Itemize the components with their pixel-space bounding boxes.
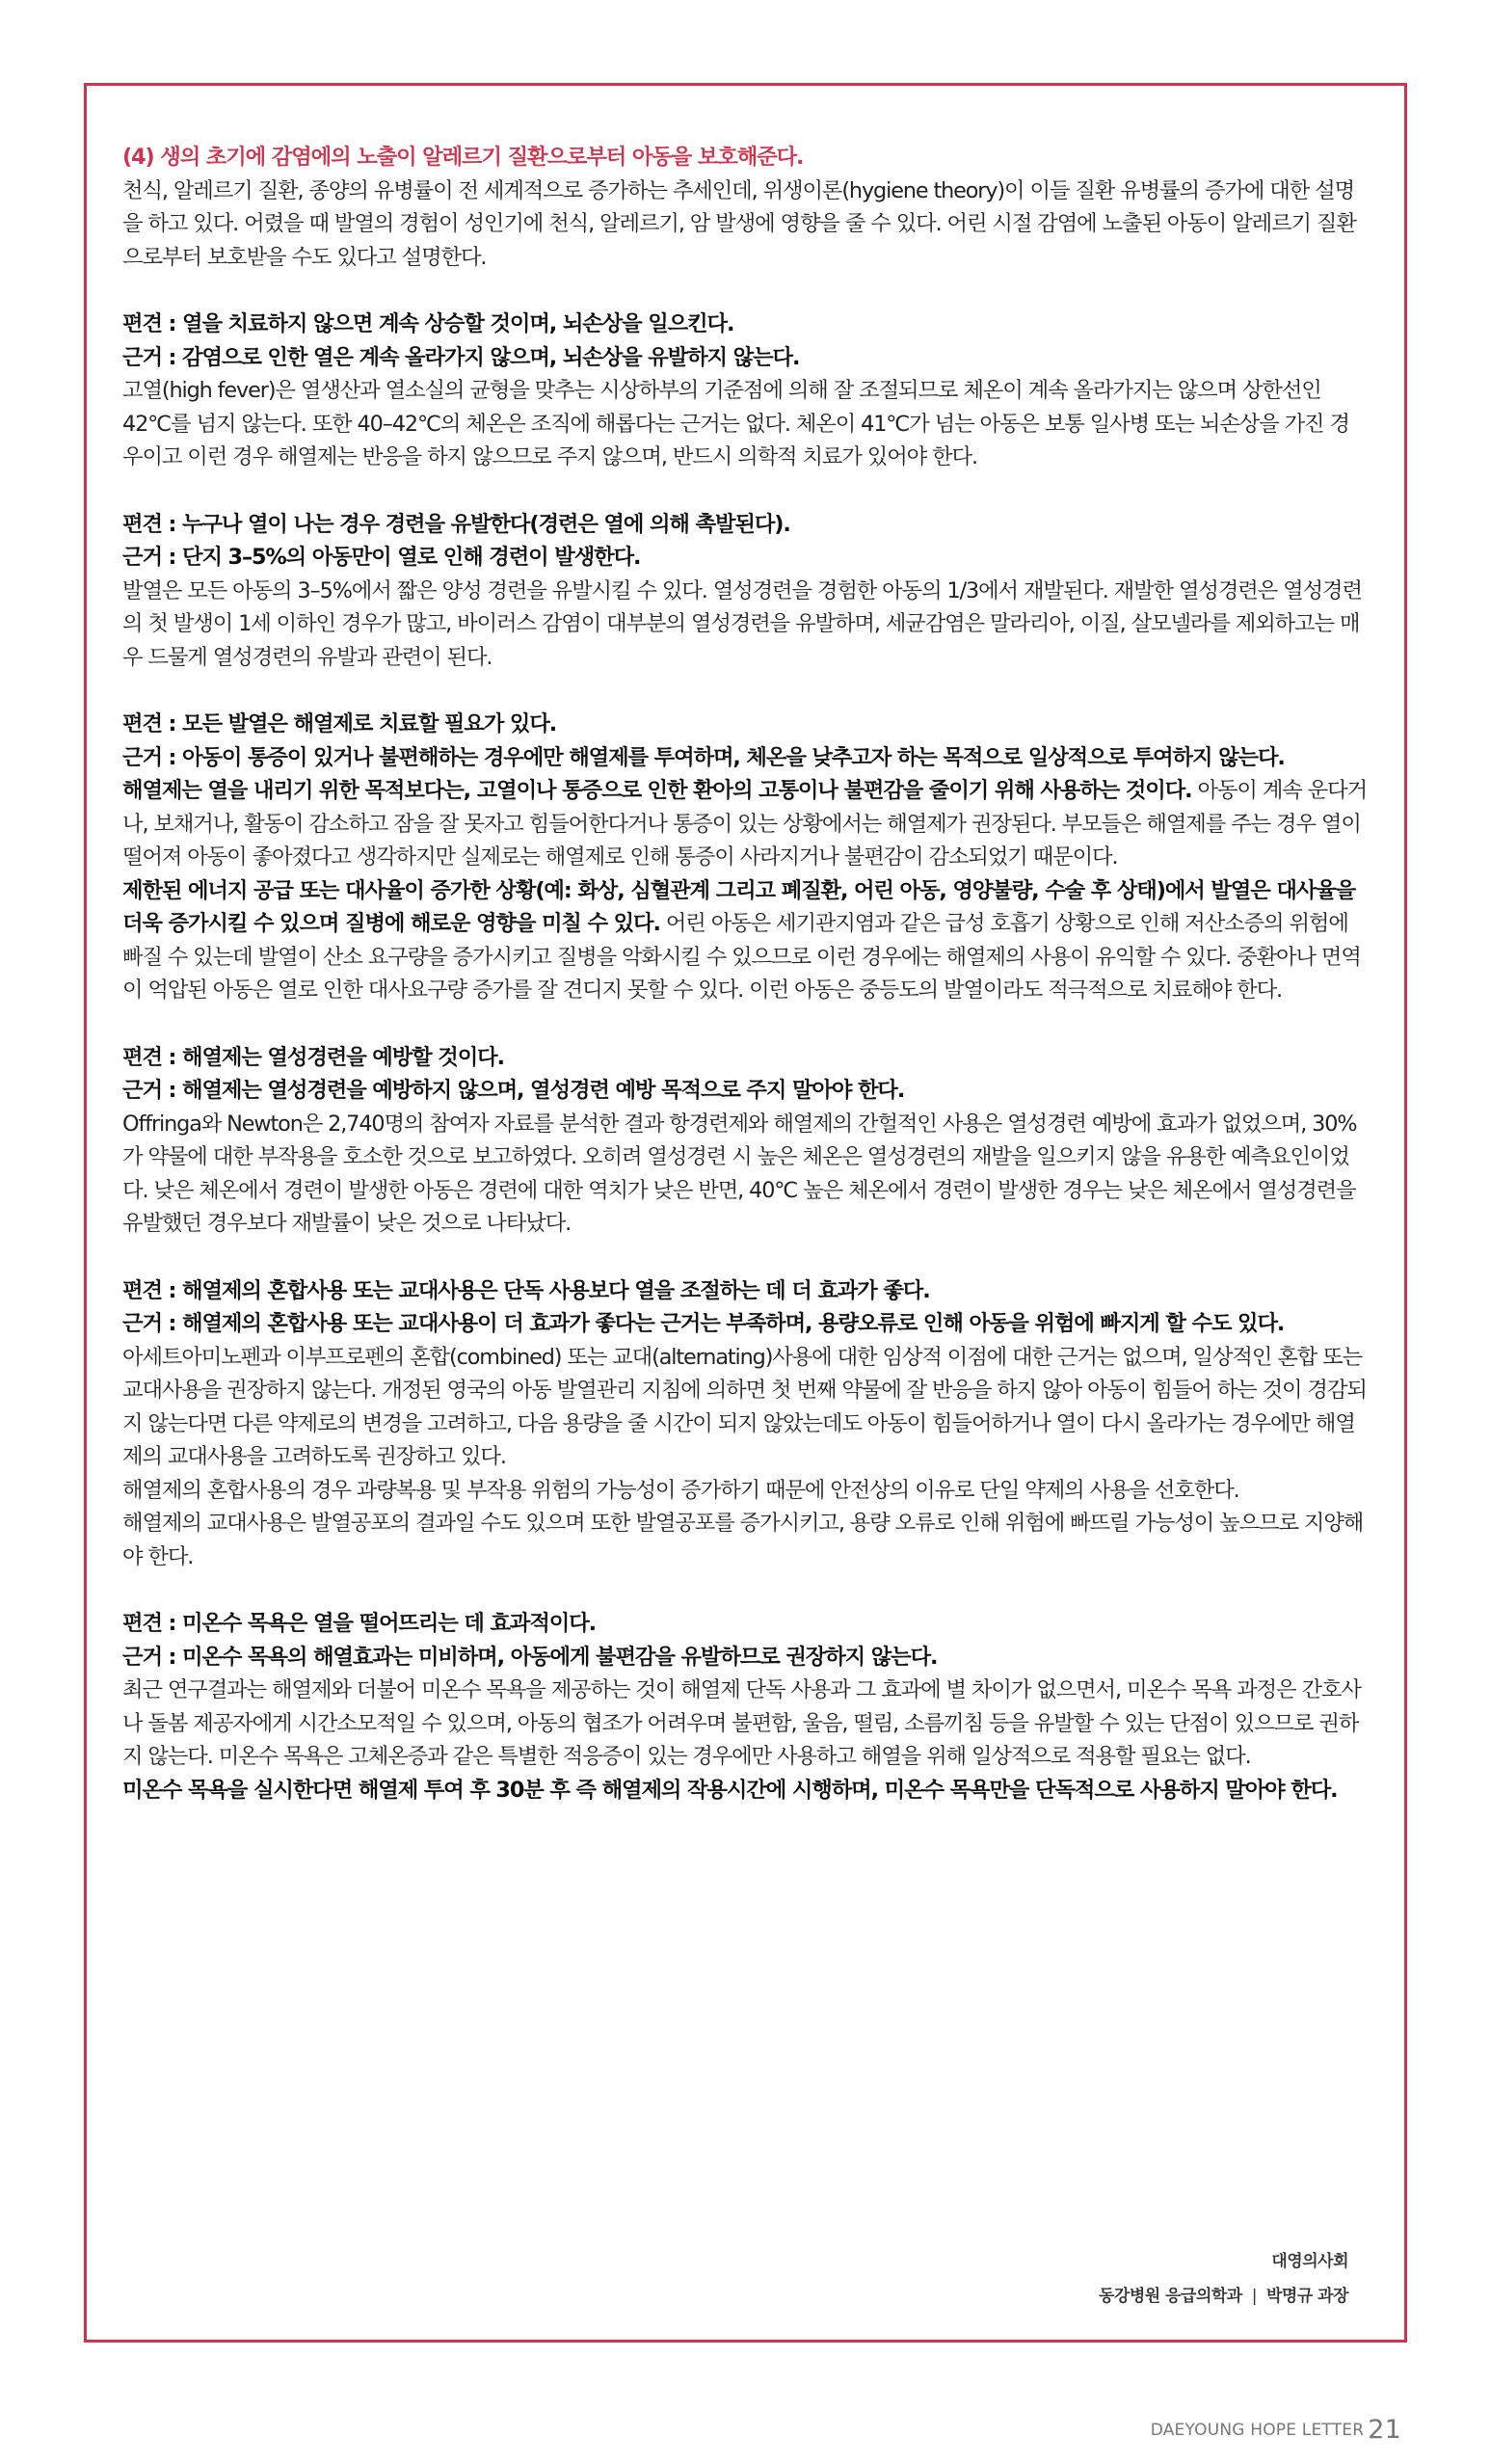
separator: | xyxy=(1251,2287,1257,2306)
page-number: 21 xyxy=(1368,2415,1401,2445)
publication-name: DAEYOUNG HOPE LETTER xyxy=(1150,2421,1365,2440)
emphasis-paragraph: 미온수 목욕을 실시한다면 해열제 투여 후 30분 후 즉 해열제의 작용시간에 시행하며, 미온수 목욕만을 단독적으로 사용하지 말아야 한다. xyxy=(122,1777,1338,1803)
body-text: 어린 아동은 세기관지염과 같은 급성 호흡기 상황으로 인해 저산소증의 위험에 빠질 수 있는데 발열이 산소 요구량을 증가시키고 질병을 악화시킬 수 있으므로 이런 경우에는 해열제의 사용이 유익할 수 있다. 중환아나 면역이 억압된 아동은 열로 인한 대사요구량 증가를 잘 견디지 못할 수 있다. 이런 아동은 중등도의 발열이라도 적극적으로 치료해야 한다. xyxy=(122,911,1361,1003)
evidence-statement: 근거 : 해열제는 열성경련을 예방하지 않으며, 열성경련 예방 목적으로 주지 말아야 한다. xyxy=(122,1078,905,1103)
paragraph: 발열은 모든 아동의 3–5%에서 짧은 양성 경련을 유발시킬 수 있다. 열성경련을 경험한 아동의 1/3에서 재발된다. 재발한 열성경련은 열성경련의 첫 발생이 1세 이하인 경우가 많고, 바이러스 감염이 대부분의 열성경련을 유발하며, 세균감염은 말라리아, 이질, 살모넬라를 제외하고는 매우 드물게 열성경련의 유발과 관련이 된다. xyxy=(122,577,1362,670)
section-heading: (4) 생의 초기에 감염에의 노출이 알레르기 질환으로부터 아동을 보호해준다. xyxy=(122,145,804,170)
paragraph xyxy=(122,874,1369,1007)
evidence-statement: 근거 : 단지 3–5%의 아동만이 열로 인해 경련이 발생한다. xyxy=(122,545,641,570)
evidence-statement: 근거 : 아동이 통증이 있거나 불편해하는 경우에만 해열제를 투여하며, 체온을 낮추고자 하는 목적으로 일상적으로 투여하지 않는다. xyxy=(122,744,1285,770)
evidence-statement: 근거 : 감염으로 인한 열은 계속 올라가지 않으며, 뇌손상을 유발하지 않는다. xyxy=(122,344,800,370)
bias-statement: 편견 : 미온수 목욕은 열을 떨어뜨리는 데 효과적이다. xyxy=(122,1611,597,1636)
paragraph xyxy=(122,774,1369,874)
bias-statement: 편견 : 해열제의 혼합사용 또는 교대사용은 단독 사용보다 열을 조절하는 데 더 효과가 좋다. xyxy=(122,1277,930,1303)
paragraph: 최근 연구결과는 해열제와 더불어 미온수 목욕을 제공하는 것이 해열제 단독 사용과 그 효과에 별 차이가 없으면서, 미온수 목욕 과정은 간호사나 돌봄 제공자에게 시간소모적일 수 있으며, 아동의 협조가 어려우며 불편함, 울음, 떨림, 소름끼침 등을 유발할 수 있는 단점이 있으므로 권하지 않는다. 미온수 목욕은 고체온증과 같은 특별한 적응증이 있는 경우에만 사용하고 해열을 위해 일상적으로 적용할 필요는 없다. xyxy=(122,1677,1361,1769)
body-text: 아동이 계속 운다거나, 보채거나, 활동이 감소하고 잠을 잘 못자고 힘들어한다거나 통증이 있는 상황에서는 해열제가 권장된다. 부모들은 해열제를 주는 경우 열이 떨어져 아동이 좋아졌다고 생각하지만 실제로는 해열제로 인해 통증이 사라지거나 불편감이 감소되었기 때문이다. xyxy=(122,778,1368,870)
myth-combined-antipyretics xyxy=(122,1274,1369,1574)
author-signature xyxy=(1099,2244,1348,2314)
myth-fever-seizure xyxy=(122,508,1369,675)
organization-name: 대영의사회 xyxy=(1271,2252,1348,2271)
bias-statement: 편견 : 모든 발열은 해열제로 치료할 필요가 있다. xyxy=(122,711,557,737)
paragraph: 해열제의 교대사용은 발열공포의 결과일 수도 있으며 또한 발열공포를 증가시키고, 용량 오류로 인해 위험에 빠뜨릴 가능성이 높으므로 지양해야 한다. xyxy=(122,1511,1364,1569)
paragraph: 해열제의 혼합사용의 경우 과량복용 및 부작용 위험의 가능성이 증가하기 때문에 안전상의 이유로 단일 약제의 사용을 선호한다. xyxy=(122,1477,1239,1503)
bias-statement: 편견 : 열을 치료하지 않으면 계속 상승할 것이며, 뇌손상을 일으킨다. xyxy=(122,311,734,336)
author-line xyxy=(1099,2279,1348,2314)
paragraph: 고열(high fever)은 열생산과 열소실의 균형을 맞추는 시상하부의 기준점에 의해 잘 조절되므로 체온이 계속 올라가지는 않으며 상한선인 42℃를 넘지 않는다. 또한 40–42℃의 체온은 조직에 해롭다는 근거는 없다. 체온이 41℃가 넘는 아동은 보통 일사병 또는 뇌손상을 가진 경우이고 이런 경우 해열제는 반응을 하지 않으므로 주지 않으며, 반드시 의학적 치료가 있어야 한다. xyxy=(122,378,1349,469)
hospital-department: 동강병원 응급의학과 xyxy=(1099,2287,1242,2306)
bias-statement: 편견 : 누구나 열이 나는 경우 경련을 유발한다(경련은 열에 의해 촉발된다). xyxy=(122,511,790,537)
evidence-statement: 근거 : 미온수 목욕의 해열효과는 미비하며, 아동에게 불편감을 유발하므로 권장하지 않는다. xyxy=(122,1644,938,1670)
article-body xyxy=(122,141,1369,1807)
intro-section xyxy=(122,141,1369,274)
myth-antipyretic-prevents-seizure xyxy=(122,1041,1369,1241)
paragraph: Offringa와 Newton은 2,740명의 참여자 자료를 분석한 결과 항경련제와 해열제의 간헐적인 사용은 열성경련 예방에 효과가 없었으며, 30%가 약물에 대한 부작용을 호소한 것으로 보고하였다. 오히려 열성경련 시 높은 체온은 열성경련의 재발을 일으키지 않을 유용한 예측요인이었다. 낮은 체온에서 경련이 발생한 아동은 경련에 대한 역치가 낮은 반면, 40℃ 높은 체온에서 경련이 발생한 경우는 낮은 체온에서 열성경련을 유발했던 경우보다 재발률이 낮은 것으로 나타났다. xyxy=(122,1111,1357,1236)
myth-fever-brain-damage xyxy=(122,308,1369,474)
evidence-statement: 근거 : 해열제의 혼합사용 또는 교대사용이 더 효과가 좋다는 근거는 부족하며, 용량오류로 인해 아동을 위험에 빠지게 할 수도 있다. xyxy=(122,1311,1285,1336)
myth-antipyretic-all-fever xyxy=(122,708,1369,1007)
page-footer xyxy=(1151,2415,1401,2445)
paragraph: 아세트아미노펜과 이부프로펜의 혼합(combined) 또는 교대(alternating)사용에 대한 임상적 이점에 대한 근거는 없으며, 일상적인 혼합 또는 교대사용을 권장하지 않는다. 개정된 영국의 아동 발열관리 지침에 의하면 첫 번째 약물에 잘 반응을 하지 않아 아동이 힘들어 하는 것이 경감되지 않는다면 다른 약제로의 변경을 고려하고, 다음 용량을 줄 시간이 되지 않았는데도 아동이 힘들어하거나 열이 다시 올라가는 경우에만 해열제의 교대사용을 고려하도록 권장하고 있다. xyxy=(122,1344,1367,1469)
author-name: 박명규 과장 xyxy=(1265,2287,1348,2306)
emphasis-text: 해열제는 열을 내리기 위한 목적보다는, 고열이나 통증으로 인한 환아의 고통이나 불편감을 줄이기 위해 사용하는 것이다. xyxy=(122,778,1192,803)
bias-statement: 편견 : 해열제는 열성경련을 예방할 것이다. xyxy=(122,1044,504,1070)
paragraph: 천식, 알레르기 질환, 종양의 유병률이 전 세계적으로 증가하는 추세인데, 위생이론(hygiene theory)이 이들 질환 유병률의 증가에 대한 설명을 하고 있다. 어렸을 때 발열의 경험이 성인기에 천식, 알레르기, 암 발생에 영향을 줄 수 있다. 어린 시절 감염에 노출된 아동이 알레르기 질환으로부터 보호받을 수도 있다고 설명한다. xyxy=(122,177,1356,270)
emphasis-text: 제한된 에너지 공급 또는 대사율이 증가한 상황(예: 화상, 심혈관계 그리고 폐질환, 어린 아동, 영양불량, 수술 후 상태)에서 발열은 대사율을 더욱 증가시킬 수 있으며 질병에 해로운 영향을 미칠 수 있다. xyxy=(122,877,1356,936)
myth-tepid-bath xyxy=(122,1607,1369,1807)
